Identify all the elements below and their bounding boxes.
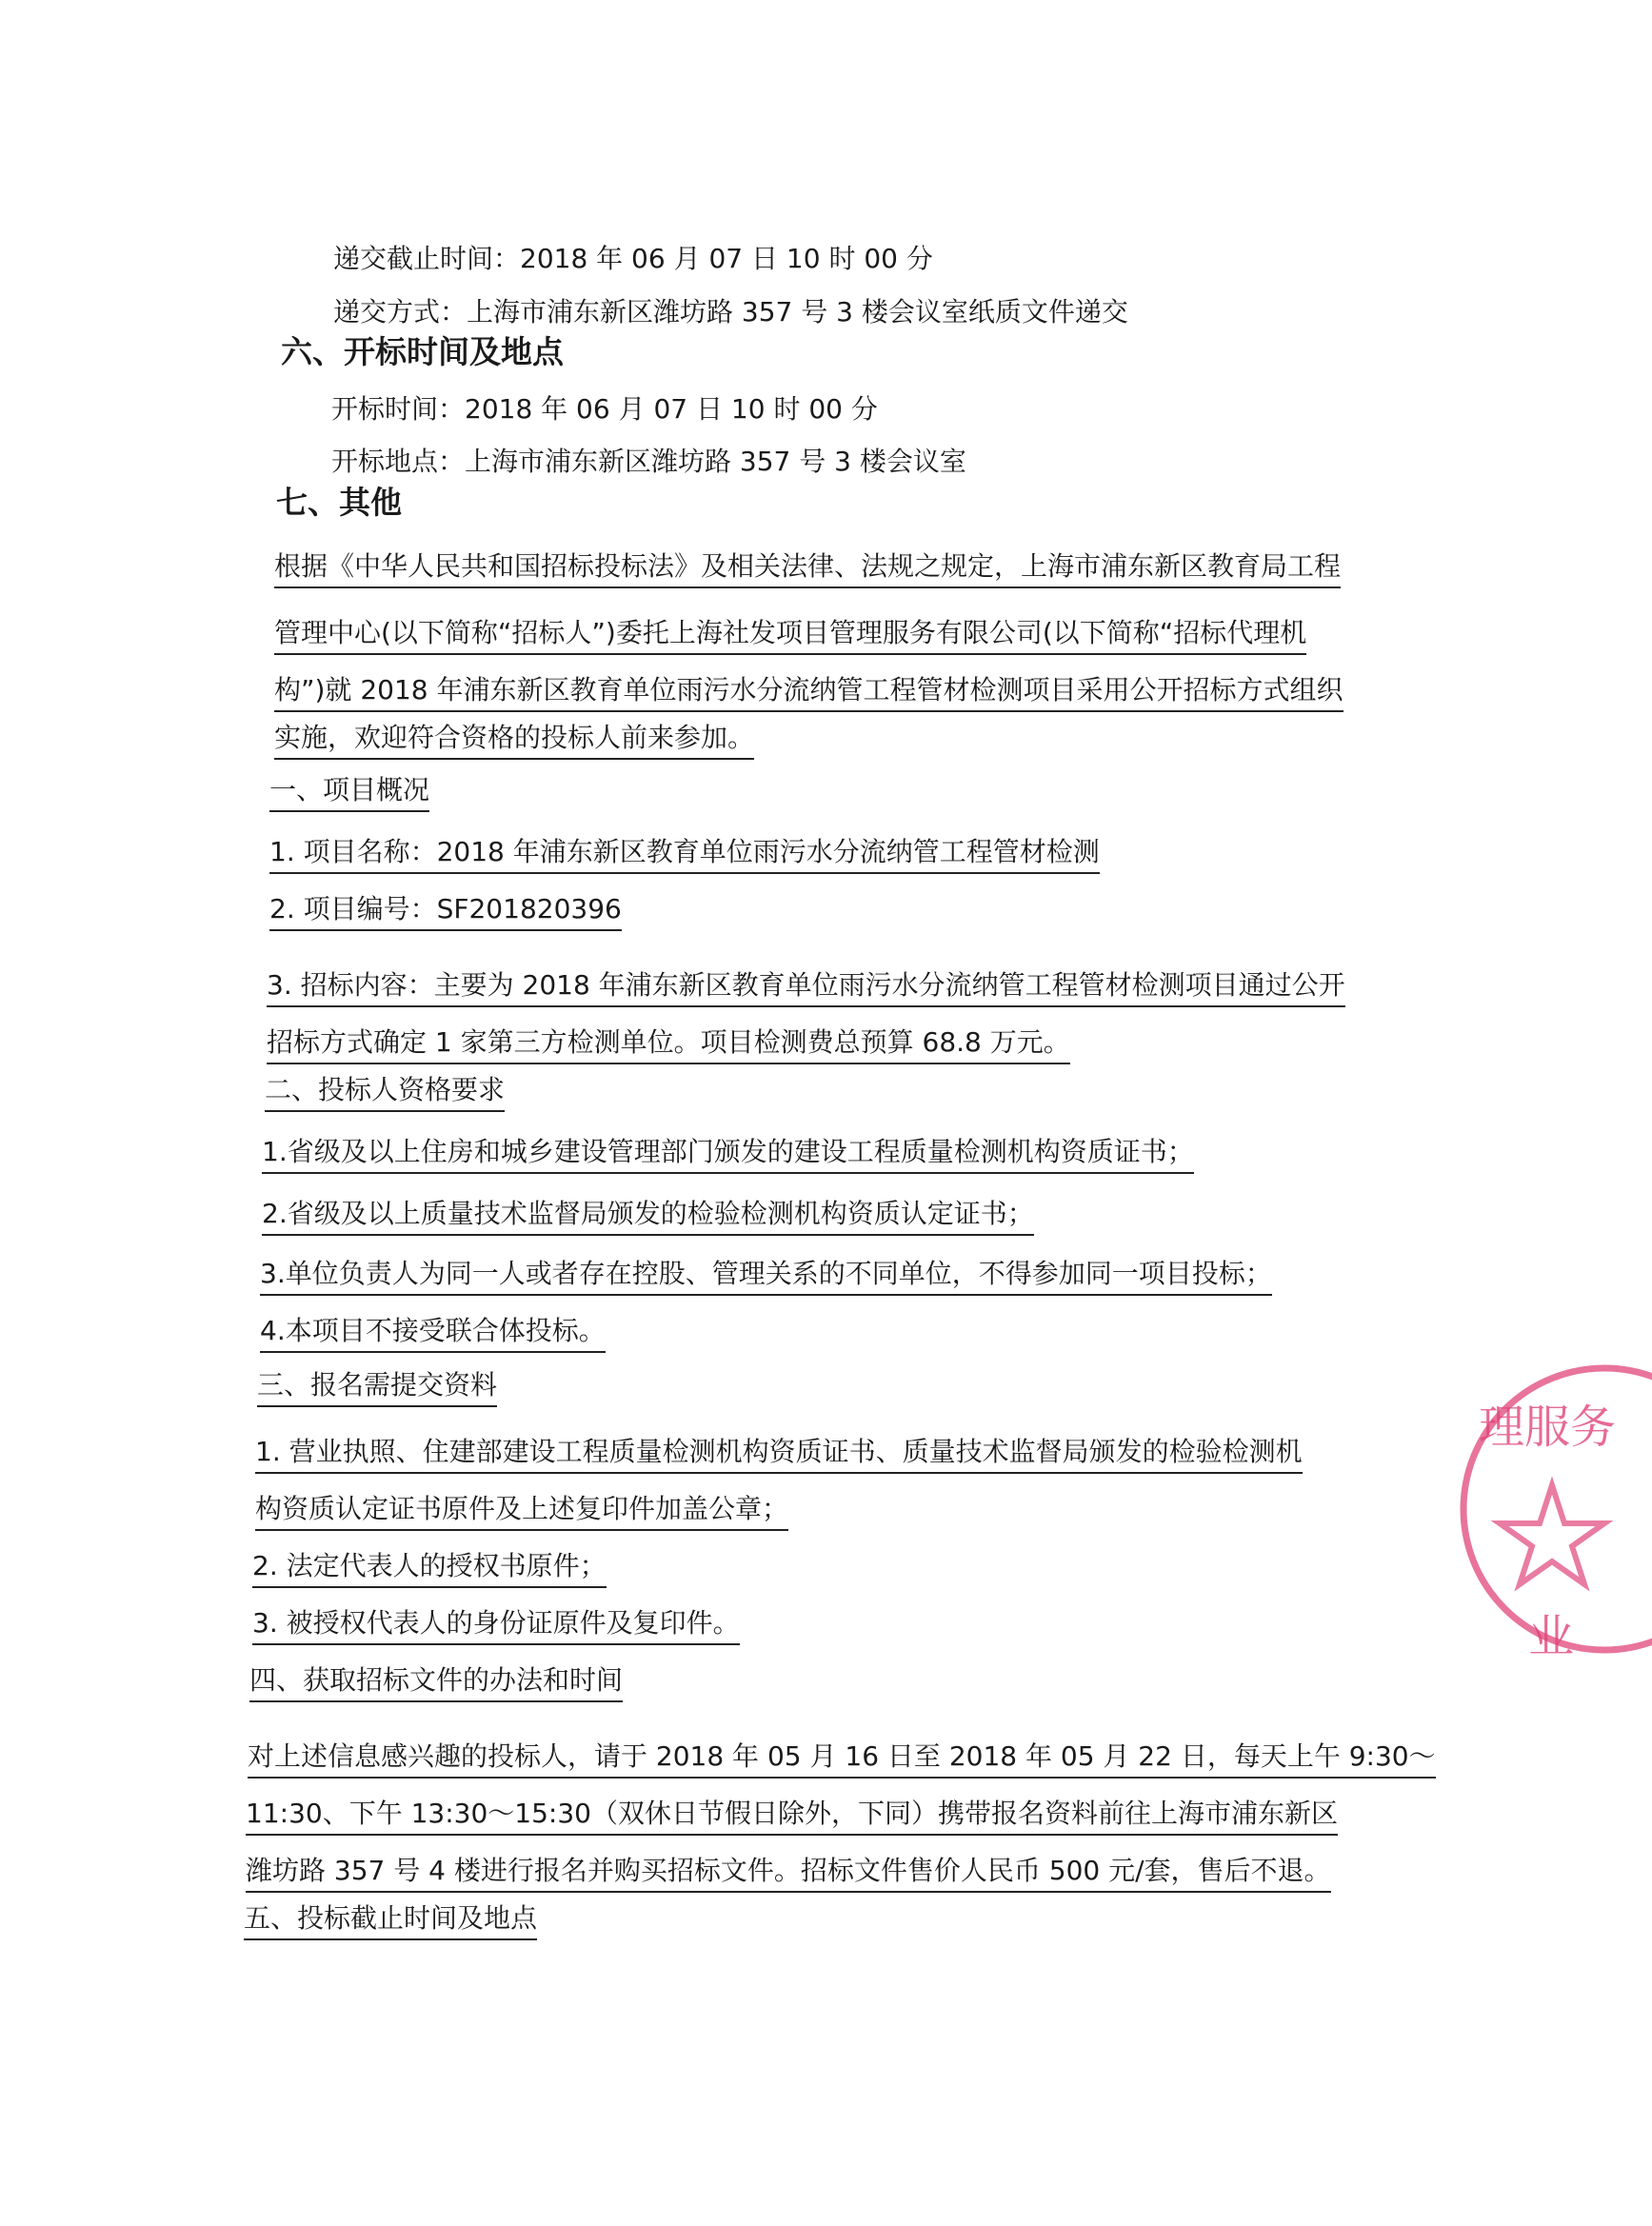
qualification-item: 4.本项目不接受联合体投标。 xyxy=(260,1312,606,1353)
qualification-item: 1.省级及以上住房和城乡建设管理部门颁发的建设工程质量检测机构资质证书； xyxy=(262,1133,1194,1174)
svg-text:业: 业 xyxy=(1528,1610,1575,1663)
subsection-heading: 三、报名需提交资料 xyxy=(257,1366,497,1407)
submit-deadline: 递交截止时间：2018 年 06 月 07 日 10 时 00 分 xyxy=(333,243,933,274)
qualification-item: 2.省级及以上质量技术监督局颁发的检验检测机构资质认定证书； xyxy=(262,1195,1034,1236)
obtain-documents-line: 潍坊路 357 号 4 楼进行报名并购买招标文件。招标文件售价人民币 500 元/套，售后不退。 xyxy=(246,1852,1331,1893)
registration-doc-item: 2. 法定代表人的授权书原件； xyxy=(252,1547,607,1588)
opening-location: 开标地点：上海市浦东新区潍坊路 357 号 3 楼会议室 xyxy=(331,446,966,477)
intro-paragraph-line: 管理中心(以下简称“招标人”)委托上海社发项目管理服务有限公司(以下简称“招标代理机 xyxy=(274,614,1306,655)
qualification-item: 3.单位负责人为同一人或者存在控股、管理关系的不同单位，不得参加同一项目投标； xyxy=(260,1255,1272,1296)
subsection-heading: 二、投标人资格要求 xyxy=(265,1071,505,1112)
subsection-heading: 一、项目概况 xyxy=(269,771,429,812)
obtain-documents-line: 对上述信息感兴趣的投标人，请于 2018 年 05 月 16 日至 2018 年 05 月 22 日，每天上午 9:30～ xyxy=(248,1738,1436,1779)
intro-paragraph-line: 构”)就 2018 年浦东新区教育单位雨污水分流纳管工程管材检测项目采用公开招标方式组织 xyxy=(274,671,1343,712)
company-seal-stamp xyxy=(1462,1333,1652,1685)
tender-content-line: 招标方式确定 1 家第三方检测单位。项目检测费总预算 68.8 万元。 xyxy=(267,1024,1070,1064)
subsection-heading: 五、投标截止时间及地点 xyxy=(244,1899,537,1940)
obtain-documents-line: 11:30、下午 13:30～15:30（双休日节假日除外，下同）携带报名资料前往上海市浦东新区 xyxy=(246,1795,1338,1836)
intro-paragraph-line: 实施，欢迎符合资格的投标人前来参加。 xyxy=(274,719,754,760)
project-number: 2. 项目编号：SF201820396 xyxy=(269,890,622,931)
section-heading-opening: 六、开标时间及地点 xyxy=(281,333,564,370)
opening-time: 开标时间：2018 年 06 月 07 日 10 时 00 分 xyxy=(331,393,878,425)
subsection-heading: 四、获取招标文件的办法和时间 xyxy=(249,1661,623,1702)
project-name: 1. 项目名称：2018 年浦东新区教育单位雨污水分流纳管工程管材检测 xyxy=(269,833,1100,874)
tender-content-line: 3. 招标内容：主要为 2018 年浦东新区教育单位雨污水分流纳管工程管材检测项目通过公开 xyxy=(267,966,1345,1007)
svg-text:理服务: 理服务 xyxy=(1479,1401,1617,1454)
intro-paragraph-line: 根据《中华人民共和国招标投标法》及相关法律、法规之规定，上海市浦东新区教育局工程 xyxy=(274,547,1341,588)
registration-doc-item: 1. 营业执照、住建部建设工程质量检测机构资质证书、质量技术监督局颁发的检验检测机 xyxy=(255,1433,1303,1474)
submit-method: 递交方式：上海市浦东新区潍坊路 357 号 3 楼会议室纸质文件递交 xyxy=(333,296,1128,328)
registration-doc-item: 构资质认定证书原件及上述复印件加盖公章； xyxy=(255,1490,788,1531)
section-heading-other: 七、其他 xyxy=(276,484,402,521)
registration-doc-item: 3. 被授权代表人的身份证原件及复印件。 xyxy=(252,1604,740,1645)
